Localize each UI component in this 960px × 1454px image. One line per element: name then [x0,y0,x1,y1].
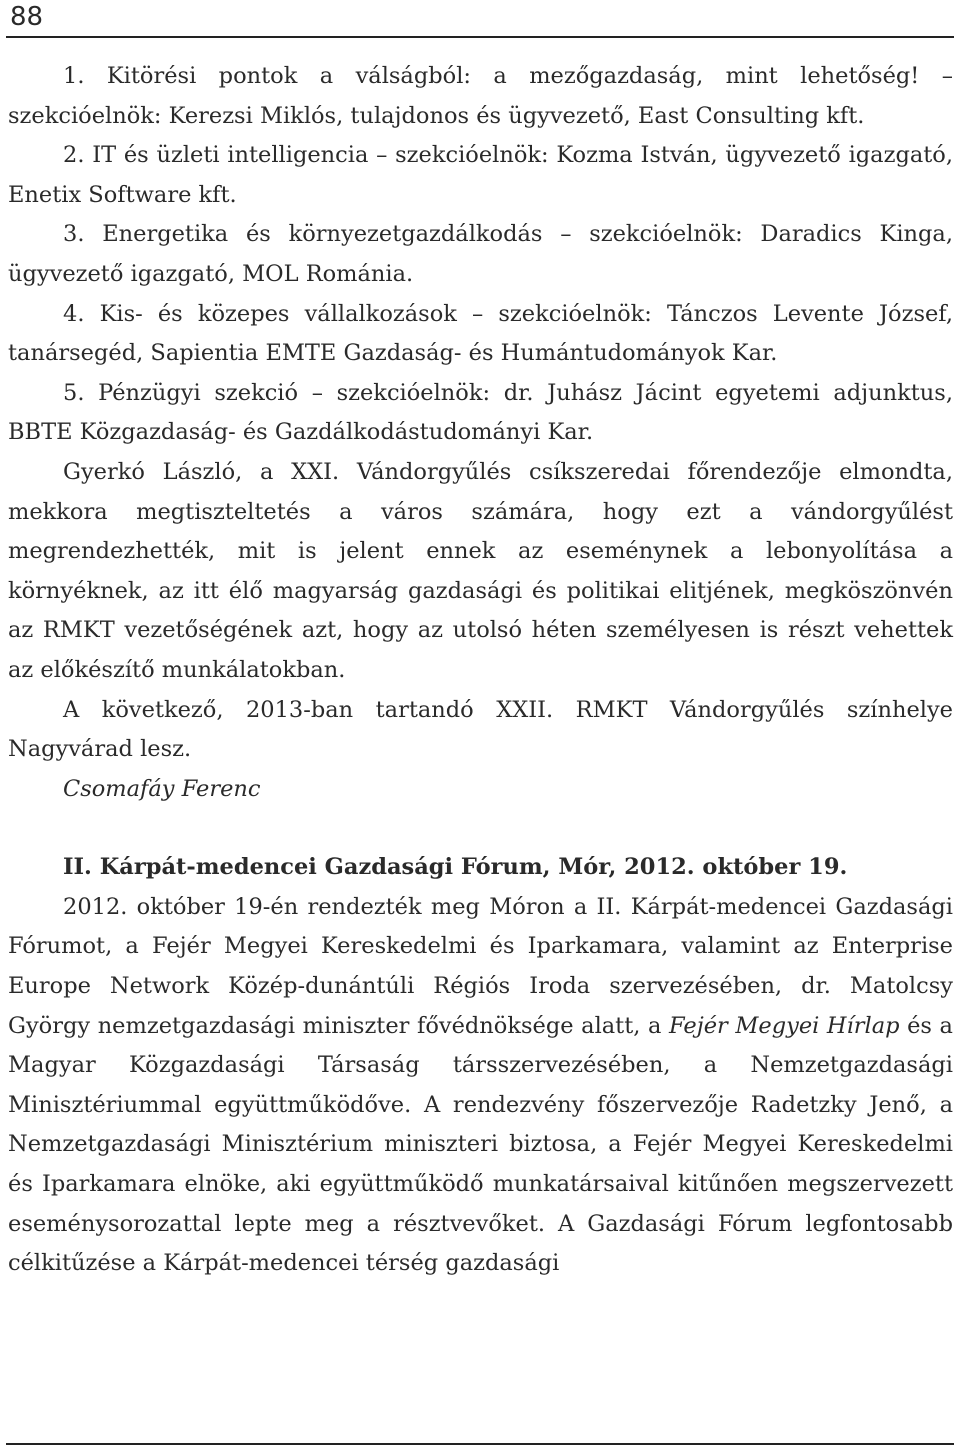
section-item-4: 4. Kis- és közepes vállalkozások – szekcióelnök: Tánczos Levente József, tanársegéd, Sapientia EMTE Gazdaság- és Humántudományok Kar. [8,300,953,367]
section-item-1: 1. Kitörési pontok a válságból: a mezőgazdaság, mint lehetőség! – szekcióelnök: Kerezsi Miklós, tulajdonos és ügyvezető, East Consulting kft. [8,63,953,129]
body-paragraph-gyerko: Gyerkó László, a XXI. Vándorgyűlés csíkszeredai főrendezője elmondta, mekkora megtiszteltetés a város számára, hogy ezt a vándorgyűlést megrendezhették, mit is jelent ennek az eseménynek a lebonyolítása a környéknek, az itt élő magyarság gazdasági és politikai elitjének, megköszönvén az RMKT vezetőségének azt, hogy az utolsó héten személyesen is részt vehettek az előkészítő munkálatokban. [8,458,953,683]
forum-paragraph [8,888,953,1284]
body-paragraph-next-venue: A következő, 2013-ban tartandó XXII. RMKT Vándorgyűlés színhelye Nagyvárad lesz. [8,696,953,763]
page-body [8,57,953,1284]
header-rule [6,36,954,38]
newspaper-title: Fejér Megyei Hírlap [669,1012,900,1039]
forum-paragraph-part-1: 2012. október 19-én rendezték meg Móron a II. Kárpát-medencei Gazdasági Fórumot, a Fejér Megyei Kereskedelmi és Iparkamara, valamint az Enterprise Europe Network Közép-dunántúli Régiós Iroda szervezésében, dr. Matolcsy György nemzetgazdasági miniszter fővédnöksége alatt, a [8,893,953,1039]
section-spacer [8,809,953,848]
section-item-3: 3. Energetika és környezetgazdálkodás – szekcióelnök: Daradics Kinga, ügyvezető igazgató, MOL Románia. [8,221,953,287]
section-item-2: 2. IT és üzleti intelligencia – szekcióelnök: Kozma István, ügyvezető igazgató, Enetix Software kft. [8,142,953,208]
author-signature: Csomafáy Ferenc [63,775,261,802]
forum-paragraph-part-2: és a Magyar Közgazdasági Társaság társszervezésében, a Nemzetgazdasági Minisztériummal együttműködőve. A rendezvény főszervezője Radetzky Jenő, a Nemzetgazdasági Minisztérium miniszteri biztosa, a Fejér Megyei Kereskedelmi és Iparkamara elnöke, aki együttműködő munkatársaival kitűnően megszervezett eseménysorozattal lepte meg a résztvevőket. A Gazdasági Fórum legfontosabb célkitűzése a Kárpát-medencei térség gazdasági [8,1012,953,1277]
section-item-5: 5. Pénzügyi szekció – szekcióelnök: dr. Juhász Jácint egyetemi adjunktus, BBTE Közgazdaság- és Gazdálkodástudományi Kar. [8,379,953,446]
footer-rule [6,1443,954,1445]
section-heading: II. Kárpát-medencei Gazdasági Fórum, Mór, 2012. október 19. [63,854,848,881]
page-number: 88 [10,2,44,32]
